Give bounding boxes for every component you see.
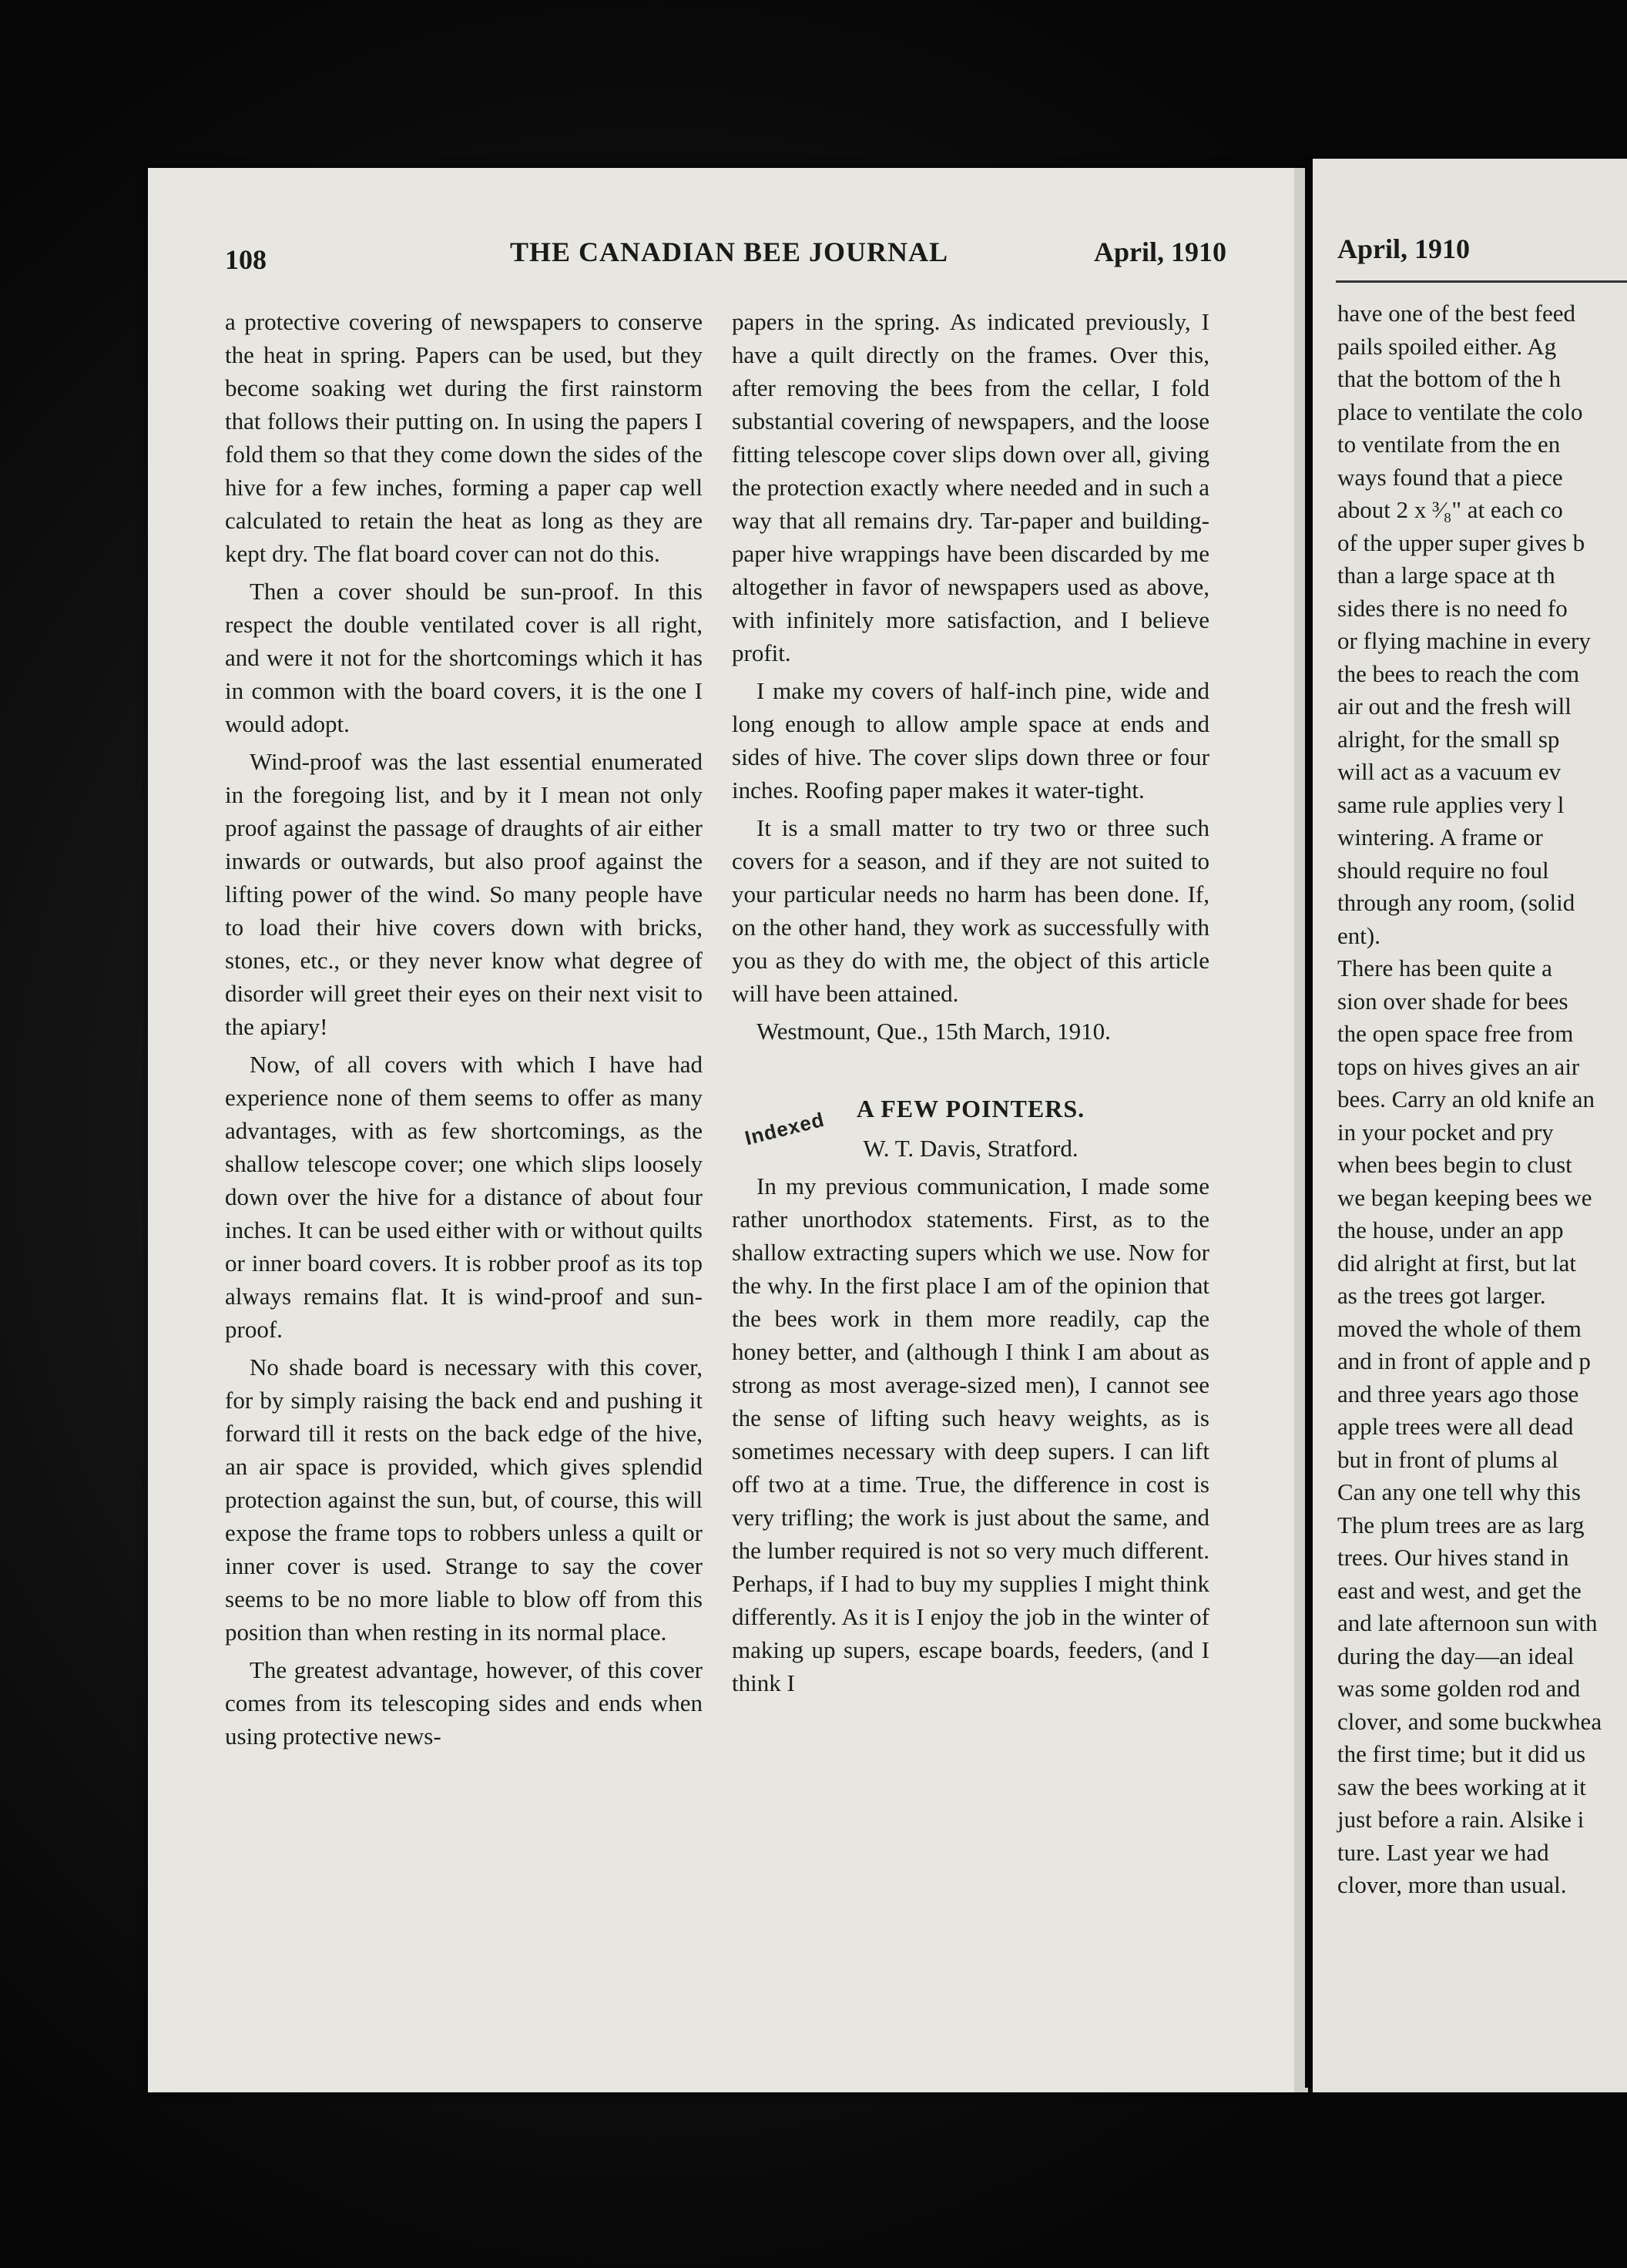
left-page	[148, 168, 1308, 2092]
text-line: did alright at first, but lat	[1337, 1249, 1576, 1277]
text-line: just before a rain. Alsike i	[1337, 1806, 1585, 1833]
text-line: about 2 x ³⁄₈" at each co	[1337, 496, 1563, 523]
text-line: the open space free from	[1337, 1020, 1574, 1047]
text-line: tops on hives gives an air	[1337, 1052, 1580, 1080]
paragraph: I make my covers of half-inch pine, wide and long enough to allow ample space at ends and sides of hive. The cover slips down three or four inches. Roofing paper makes it water-tight.	[732, 677, 1209, 804]
text-line: will act as a vacuum ev	[1337, 758, 1562, 785]
dateline: Westmount, Que., 15th March, 1910.	[756, 1018, 1111, 1045]
text-line: trees. Our hives stand in	[1337, 1544, 1569, 1571]
text-line: as the trees got larger.	[1337, 1282, 1546, 1309]
byline: W. T. Davis, Stratford.	[863, 1135, 1079, 1162]
paragraph: No shade board is necessary with this cover, for by simply raising the back end and pushing it forward till it rests on the back edge of the hive, an air space is provided, which gives splendid protection against the sun, but, of course, this will expose the frame tops to robbers unless a quilt or inner cover is used. Strange to say the cover seems to be no more liable to blow off from this position than when resting in its normal place.	[225, 1354, 703, 1646]
text-line: we began keeping bees we	[1337, 1183, 1592, 1211]
text-line: pails spoiled either. Ag	[1337, 332, 1557, 360]
text-line: Can any one tell why this	[1337, 1478, 1581, 1505]
text-line: moved the whole of them	[1337, 1314, 1582, 1342]
text-line: and three years ago those	[1337, 1380, 1579, 1407]
text-line: in your pocket and pry	[1337, 1118, 1554, 1146]
page-number: 108	[225, 244, 267, 275]
text-line: ent).	[1337, 921, 1380, 949]
text-line: The plum trees are as larg	[1337, 1511, 1585, 1538]
text-line: the house, under an app	[1337, 1216, 1564, 1243]
header-rule	[1336, 280, 1627, 283]
text-line: when bees begin to clust	[1337, 1151, 1572, 1178]
text-line: east and west, and get the	[1337, 1576, 1582, 1604]
text-line: the first time; but it did us	[1337, 1740, 1586, 1767]
text-line: and late afternoon sun with	[1337, 1609, 1598, 1636]
left-column	[225, 305, 703, 1757]
paragraph: The greatest advantage, however, of this cover comes from its telescoping sides and ends when using protective news-	[225, 1656, 703, 1750]
right-page-text	[1337, 297, 1627, 1902]
text-line: that the bottom of the h	[1337, 365, 1562, 392]
text-line: There has been quite a	[1337, 955, 1552, 981]
text-line: apple trees were all dead	[1337, 1413, 1574, 1440]
text-line: of the upper super gives b	[1337, 528, 1585, 556]
text-line: was some golden rod and	[1337, 1675, 1581, 1702]
paragraph: Now, of all covers with which I have had experience none of them seems to offer as many advantages, with as few shortcomings, as the shallow telescope cover; one which slips loosely down over the hive for a distance of about four inches. It can be used either with or without quilts or inner board covers. It is robber proof as its top always remains flat. It is wind-proof and sun-proof.	[225, 1051, 703, 1343]
text-line: ture. Last year we had	[1337, 1838, 1549, 1866]
text-line: wintering. A frame or	[1337, 824, 1543, 850]
text-line: to ventilate from the en	[1337, 431, 1561, 458]
text-line: alright, for the small sp	[1337, 725, 1560, 753]
text-line: sides there is no need fo	[1337, 594, 1568, 622]
paragraph: It is a small matter to try two or three such covers for a season, and if they are not suited to your particular needs no harm has been done. If, on the other hand, they work as successfully with you as they do with me, the object of this article will have been attained.	[732, 814, 1209, 1007]
text-line: the bees to reach the com	[1337, 659, 1580, 687]
section-title: A FEW POINTERS.	[856, 1095, 1085, 1122]
right-page-date: April, 1910	[1337, 233, 1471, 264]
book-gutter	[1305, 154, 1313, 2088]
text-line: sion over shade for bees	[1337, 987, 1568, 1015]
paragraph: Wind-proof was the last essential enumerated in the foregoing list, and by it I mean not only proof against the passage of draughts of air either inwards or outwards, but also proof against the lifting power of the wind. So many people have to load their hive covers down with bricks, stones, etc., or they never know what degree of disorder will greet their eyes on their next visit to the apiary!	[225, 748, 703, 1040]
text-line: and in front of apple and p	[1337, 1347, 1591, 1374]
paragraph: a protective covering of newspapers to conserve the heat in spring. Papers can be used, but they become soaking wet during the first rainstorm that follows their putting on. In using the papers I fold them so that they come down the sides of the hive for a few inches, forming a paper cap well calculated to retain the heat as long as they are kept dry. The flat board cover can not do this.	[225, 308, 703, 567]
paragraph: Then a cover should be sun-proof. In this respect the double ventilated cover is all right, and were it not for the shortcomings which it has in common with the board covers, it is the one I would adopt.	[225, 578, 703, 737]
text-line: place to ventilate the colo	[1337, 398, 1583, 425]
text-line: ways found that a piece	[1337, 463, 1563, 491]
paragraph: In my previous communication, I made some rather unorthodox statements. First, as to the shallow extracting supers which we use. Now for the why. In the first place I am of the opinion that the bees work in them more readily, cap the honey better, and (although I think I am about as strong as most average-sized men), I cannot see the sense of lifting such heavy weights, as is sometimes necessary with deep supers. I can lift off two at a time. True, the difference in cost is very trifling; the work is just about the same, and the lumber required is not so very much different. Perhaps, if I had to buy my supplies I might think differently. As it is I enjoy the job in the winter of making up supers, escape boards, feeders, (and I think I	[732, 1173, 1209, 1696]
issue-date: April, 1910	[1093, 237, 1226, 267]
text-line: during the day—an ideal	[1337, 1642, 1575, 1669]
right-page-fragment	[1313, 159, 1627, 2092]
text-line: air out and the fresh will	[1337, 693, 1572, 720]
indexed-stamp: Indexed	[742, 1107, 827, 1150]
text-line: clover, and some buckwhea	[1337, 1707, 1602, 1735]
text-line: should require no foul	[1337, 856, 1549, 884]
text-line: than a large space at th	[1337, 562, 1555, 589]
text-line: bees. Carry an old knife an	[1337, 1085, 1595, 1112]
text-line: same rule applies very l	[1337, 790, 1565, 818]
text-line: saw the bees working at it	[1337, 1773, 1586, 1800]
text-line: have one of the best feed	[1337, 300, 1576, 327]
running-head	[225, 236, 1226, 290]
text-line: but in front of plums al	[1337, 1445, 1558, 1473]
text-line: through any room, (solid	[1337, 889, 1575, 916]
right-column	[732, 305, 1209, 1704]
text-line: clover, more than usual.	[1337, 1871, 1567, 1898]
paragraph: papers in the spring. As indicated previously, I have a quilt directly on the frames. Over this, after removing the bees from the cellar, I fold substantial covering of newspapers, and the loose fitting telescope cover slips down over all, giving the protection exactly where needed and in such a way that all remains dry. Tar-paper and building-paper hive wrappings have been discarded by me altogether in favor of newspapers used as above, with infinitely more satisfaction, and I believe profit.	[732, 308, 1209, 666]
journal-title: THE CANADIAN BEE JOURNAL	[510, 237, 949, 267]
text-line: or flying machine in every	[1337, 627, 1591, 654]
